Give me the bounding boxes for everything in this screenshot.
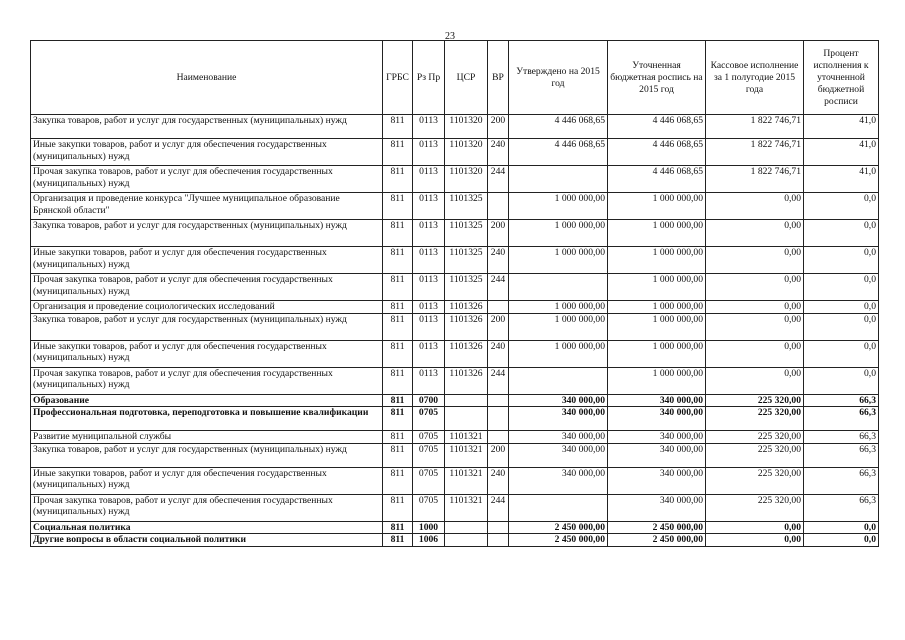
cell-rzpr: 1006 xyxy=(413,534,445,547)
cell-name: Прочая закупка товаров, работ и услуг для обеспечения государственных (муниципальных) нужд xyxy=(31,274,383,301)
cell-vr xyxy=(488,301,509,314)
cell-refined: 2 450 000,00 xyxy=(608,534,706,547)
cell-refined: 4 446 068,65 xyxy=(608,115,706,139)
cell-cash: 0,00 xyxy=(706,534,804,547)
cell-grbs: 811 xyxy=(383,340,413,367)
cell-name: Другие вопросы в области социальной политики xyxy=(31,534,383,547)
cell-vr: 240 xyxy=(488,139,509,166)
cell-percent: 0,0 xyxy=(804,367,879,394)
table-row xyxy=(31,443,879,467)
cell-csr xyxy=(445,521,488,534)
cell-cash: 225 320,00 xyxy=(706,467,804,494)
cell-approved: 340 000,00 xyxy=(509,467,608,494)
cell-vr: 240 xyxy=(488,467,509,494)
cell-refined: 340 000,00 xyxy=(608,407,706,431)
cell-name: Закупка товаров, работ и услуг для государственных (муниципальных) нужд xyxy=(31,115,383,139)
cell-approved xyxy=(509,166,608,193)
cell-percent: 0,0 xyxy=(804,313,879,340)
cell-name: Профессиональная подготовка, переподготовка и повышение квалификации xyxy=(31,407,383,431)
cell-percent: 41,0 xyxy=(804,115,879,139)
table-body xyxy=(31,115,879,547)
cell-refined: 340 000,00 xyxy=(608,467,706,494)
cell-approved: 1 000 000,00 xyxy=(509,247,608,274)
cell-refined: 1 000 000,00 xyxy=(608,247,706,274)
cell-cash: 0,00 xyxy=(706,367,804,394)
cell-cash: 225 320,00 xyxy=(706,431,804,444)
cell-percent: 66,3 xyxy=(804,431,879,444)
cell-csr: 1101326 xyxy=(445,313,488,340)
cell-cash: 1 822 746,71 xyxy=(706,166,804,193)
cell-vr: 200 xyxy=(488,313,509,340)
cell-refined: 340 000,00 xyxy=(608,443,706,467)
cell-grbs: 811 xyxy=(383,301,413,314)
cell-name: Закупка товаров, работ и услуг для государственных (муниципальных) нужд xyxy=(31,313,383,340)
header-refined: Уточненная бюджетная роспись на 2015 год xyxy=(608,41,706,115)
cell-approved: 2 450 000,00 xyxy=(509,534,608,547)
cell-grbs: 811 xyxy=(383,193,413,220)
cell-percent: 0,0 xyxy=(804,340,879,367)
cell-csr xyxy=(445,394,488,407)
cell-name: Организация и проведение конкурса "Лучшее муниципальное образование Брянской области" xyxy=(31,193,383,220)
cell-refined: 1 000 000,00 xyxy=(608,220,706,247)
cell-refined: 1 000 000,00 xyxy=(608,301,706,314)
cell-name: Иные закупки товаров, работ и услуг для обеспечения государственных (муниципальных) нужд xyxy=(31,247,383,274)
cell-vr xyxy=(488,407,509,431)
cell-name: Развитие муниципальной службы xyxy=(31,431,383,444)
table-row xyxy=(31,431,879,444)
cell-approved xyxy=(509,367,608,394)
cell-grbs: 811 xyxy=(383,220,413,247)
cell-csr: 1101325 xyxy=(445,193,488,220)
cell-rzpr: 0705 xyxy=(413,443,445,467)
cell-percent: 0,0 xyxy=(804,220,879,247)
cell-grbs: 811 xyxy=(383,139,413,166)
cell-approved: 1 000 000,00 xyxy=(509,193,608,220)
cell-grbs: 811 xyxy=(383,274,413,301)
cell-percent: 0,0 xyxy=(804,521,879,534)
cell-approved xyxy=(509,494,608,521)
table-row xyxy=(31,301,879,314)
header-row xyxy=(31,41,879,115)
table-row xyxy=(31,274,879,301)
cell-rzpr: 0113 xyxy=(413,313,445,340)
cell-approved: 1 000 000,00 xyxy=(509,340,608,367)
cell-grbs: 811 xyxy=(383,394,413,407)
cell-cash: 1 822 746,71 xyxy=(706,139,804,166)
cell-cash: 0,00 xyxy=(706,340,804,367)
cell-cash: 0,00 xyxy=(706,193,804,220)
cell-rzpr: 1000 xyxy=(413,521,445,534)
table-row xyxy=(31,340,879,367)
cell-percent: 66,3 xyxy=(804,467,879,494)
cell-percent: 0,0 xyxy=(804,301,879,314)
header-rzpr: Рз Пр xyxy=(413,41,445,115)
cell-percent: 66,3 xyxy=(804,494,879,521)
cell-name: Прочая закупка товаров, работ и услуг для обеспечения государственных (муниципальных) нужд xyxy=(31,494,383,521)
header-percent: Процент исполнения к уточненной бюджетной росписи xyxy=(804,41,879,115)
cell-grbs: 811 xyxy=(383,521,413,534)
cell-csr: 1101325 xyxy=(445,220,488,247)
cell-percent: 66,3 xyxy=(804,394,879,407)
cell-cash: 225 320,00 xyxy=(706,494,804,521)
cell-approved: 1 000 000,00 xyxy=(509,301,608,314)
cell-refined: 4 446 068,65 xyxy=(608,139,706,166)
cell-vr xyxy=(488,534,509,547)
cell-rzpr: 0705 xyxy=(413,407,445,431)
table-row xyxy=(31,166,879,193)
cell-name: Закупка товаров, работ и услуг для государственных (муниципальных) нужд xyxy=(31,443,383,467)
cell-refined: 4 446 068,65 xyxy=(608,166,706,193)
cell-grbs: 811 xyxy=(383,166,413,193)
cell-csr: 1101326 xyxy=(445,367,488,394)
table-row xyxy=(31,521,879,534)
cell-csr: 1101320 xyxy=(445,166,488,193)
cell-cash: 225 320,00 xyxy=(706,407,804,431)
table-row xyxy=(31,313,879,340)
cell-vr: 244 xyxy=(488,166,509,193)
table-row xyxy=(31,407,879,431)
cell-vr: 244 xyxy=(488,367,509,394)
cell-csr xyxy=(445,407,488,431)
cell-csr: 1101320 xyxy=(445,115,488,139)
cell-grbs: 811 xyxy=(383,247,413,274)
cell-name: Иные закупки товаров, работ и услуг для обеспечения государственных (муниципальных) нужд xyxy=(31,139,383,166)
cell-csr: 1101325 xyxy=(445,274,488,301)
cell-cash: 225 320,00 xyxy=(706,394,804,407)
cell-approved: 1 000 000,00 xyxy=(509,220,608,247)
cell-approved xyxy=(509,274,608,301)
cell-grbs: 811 xyxy=(383,115,413,139)
cell-name: Социальная политика xyxy=(31,521,383,534)
cell-name: Закупка товаров, работ и услуг для государственных (муниципальных) нужд xyxy=(31,220,383,247)
cell-approved: 4 446 068,65 xyxy=(509,139,608,166)
cell-rzpr: 0113 xyxy=(413,367,445,394)
cell-name: Иные закупки товаров, работ и услуг для обеспечения государственных (муниципальных) нужд xyxy=(31,467,383,494)
cell-approved: 340 000,00 xyxy=(509,443,608,467)
cell-csr: 1101321 xyxy=(445,467,488,494)
cell-name: Прочая закупка товаров, работ и услуг для обеспечения государственных (муниципальных) нужд xyxy=(31,367,383,394)
cell-grbs: 811 xyxy=(383,367,413,394)
cell-csr: 1101326 xyxy=(445,340,488,367)
cell-percent: 66,3 xyxy=(804,443,879,467)
cell-vr: 200 xyxy=(488,115,509,139)
cell-name: Прочая закупка товаров, работ и услуг для обеспечения государственных (муниципальных) нужд xyxy=(31,166,383,193)
cell-csr: 1101321 xyxy=(445,431,488,444)
cell-name: Образование xyxy=(31,394,383,407)
cell-rzpr: 0113 xyxy=(413,166,445,193)
cell-approved: 1 000 000,00 xyxy=(509,313,608,340)
cell-vr xyxy=(488,521,509,534)
table-row xyxy=(31,115,879,139)
cell-vr: 200 xyxy=(488,220,509,247)
cell-csr: 1101321 xyxy=(445,443,488,467)
cell-grbs: 811 xyxy=(383,313,413,340)
cell-percent: 41,0 xyxy=(804,139,879,166)
cell-grbs: 811 xyxy=(383,443,413,467)
cell-rzpr: 0113 xyxy=(413,139,445,166)
table-row xyxy=(31,367,879,394)
cell-grbs: 811 xyxy=(383,534,413,547)
cell-rzpr: 0113 xyxy=(413,340,445,367)
cell-name: Организация и проведение социологических исследований xyxy=(31,301,383,314)
table-row xyxy=(31,220,879,247)
budget-execution-table xyxy=(30,40,879,547)
cell-approved: 340 000,00 xyxy=(509,394,608,407)
cell-refined: 1 000 000,00 xyxy=(608,274,706,301)
table-row xyxy=(31,193,879,220)
cell-refined: 1 000 000,00 xyxy=(608,367,706,394)
cell-refined: 2 450 000,00 xyxy=(608,521,706,534)
header-vr: ВР xyxy=(488,41,509,115)
cell-grbs: 811 xyxy=(383,407,413,431)
cell-cash: 0,00 xyxy=(706,247,804,274)
cell-approved: 340 000,00 xyxy=(509,407,608,431)
cell-csr xyxy=(445,534,488,547)
table-row xyxy=(31,494,879,521)
table-row xyxy=(31,467,879,494)
cell-rzpr: 0700 xyxy=(413,394,445,407)
cell-approved: 340 000,00 xyxy=(509,431,608,444)
cell-vr xyxy=(488,193,509,220)
cell-csr: 1101326 xyxy=(445,301,488,314)
cell-percent: 66,3 xyxy=(804,407,879,431)
header-csr: ЦСР xyxy=(445,41,488,115)
cell-approved: 4 446 068,65 xyxy=(509,115,608,139)
cell-refined: 1 000 000,00 xyxy=(608,340,706,367)
cell-cash: 0,00 xyxy=(706,313,804,340)
cell-vr: 244 xyxy=(488,494,509,521)
cell-vr: 200 xyxy=(488,443,509,467)
cell-percent: 0,0 xyxy=(804,193,879,220)
cell-name: Иные закупки товаров, работ и услуг для обеспечения государственных (муниципальных) нужд xyxy=(31,340,383,367)
cell-percent: 0,0 xyxy=(804,274,879,301)
header-grbs: ГРБС xyxy=(383,41,413,115)
cell-vr xyxy=(488,431,509,444)
cell-refined: 1 000 000,00 xyxy=(608,193,706,220)
cell-csr: 1101320 xyxy=(445,139,488,166)
cell-rzpr: 0705 xyxy=(413,494,445,521)
cell-approved: 2 450 000,00 xyxy=(509,521,608,534)
cell-rzpr: 0113 xyxy=(413,220,445,247)
table-row xyxy=(31,247,879,274)
header-approved: Утверждено на 2015 год xyxy=(509,41,608,115)
cell-cash: 0,00 xyxy=(706,220,804,247)
cell-rzpr: 0113 xyxy=(413,301,445,314)
cell-cash: 225 320,00 xyxy=(706,443,804,467)
cell-rzpr: 0113 xyxy=(413,247,445,274)
table-row xyxy=(31,139,879,166)
cell-cash: 0,00 xyxy=(706,521,804,534)
table-row xyxy=(31,394,879,407)
cell-refined: 340 000,00 xyxy=(608,494,706,521)
header-cash: Кассовое исполнение за 1 полугодие 2015 года xyxy=(706,41,804,115)
cell-percent: 0,0 xyxy=(804,247,879,274)
cell-grbs: 811 xyxy=(383,494,413,521)
cell-rzpr: 0113 xyxy=(413,115,445,139)
cell-rzpr: 0113 xyxy=(413,193,445,220)
cell-grbs: 811 xyxy=(383,467,413,494)
cell-percent: 41,0 xyxy=(804,166,879,193)
cell-vr xyxy=(488,394,509,407)
page-number: 23 xyxy=(445,31,455,42)
cell-cash: 0,00 xyxy=(706,274,804,301)
cell-rzpr: 0705 xyxy=(413,431,445,444)
cell-csr: 1101321 xyxy=(445,494,488,521)
cell-vr: 240 xyxy=(488,247,509,274)
cell-refined: 340 000,00 xyxy=(608,394,706,407)
cell-cash: 0,00 xyxy=(706,301,804,314)
cell-percent: 0,0 xyxy=(804,534,879,547)
cell-rzpr: 0705 xyxy=(413,467,445,494)
cell-refined: 1 000 000,00 xyxy=(608,313,706,340)
table-row xyxy=(31,534,879,547)
header-name: Наименование xyxy=(31,41,383,115)
cell-refined: 340 000,00 xyxy=(608,431,706,444)
cell-csr: 1101325 xyxy=(445,247,488,274)
cell-cash: 1 822 746,71 xyxy=(706,115,804,139)
cell-vr: 240 xyxy=(488,340,509,367)
cell-grbs: 811 xyxy=(383,431,413,444)
cell-rzpr: 0113 xyxy=(413,274,445,301)
cell-vr: 244 xyxy=(488,274,509,301)
